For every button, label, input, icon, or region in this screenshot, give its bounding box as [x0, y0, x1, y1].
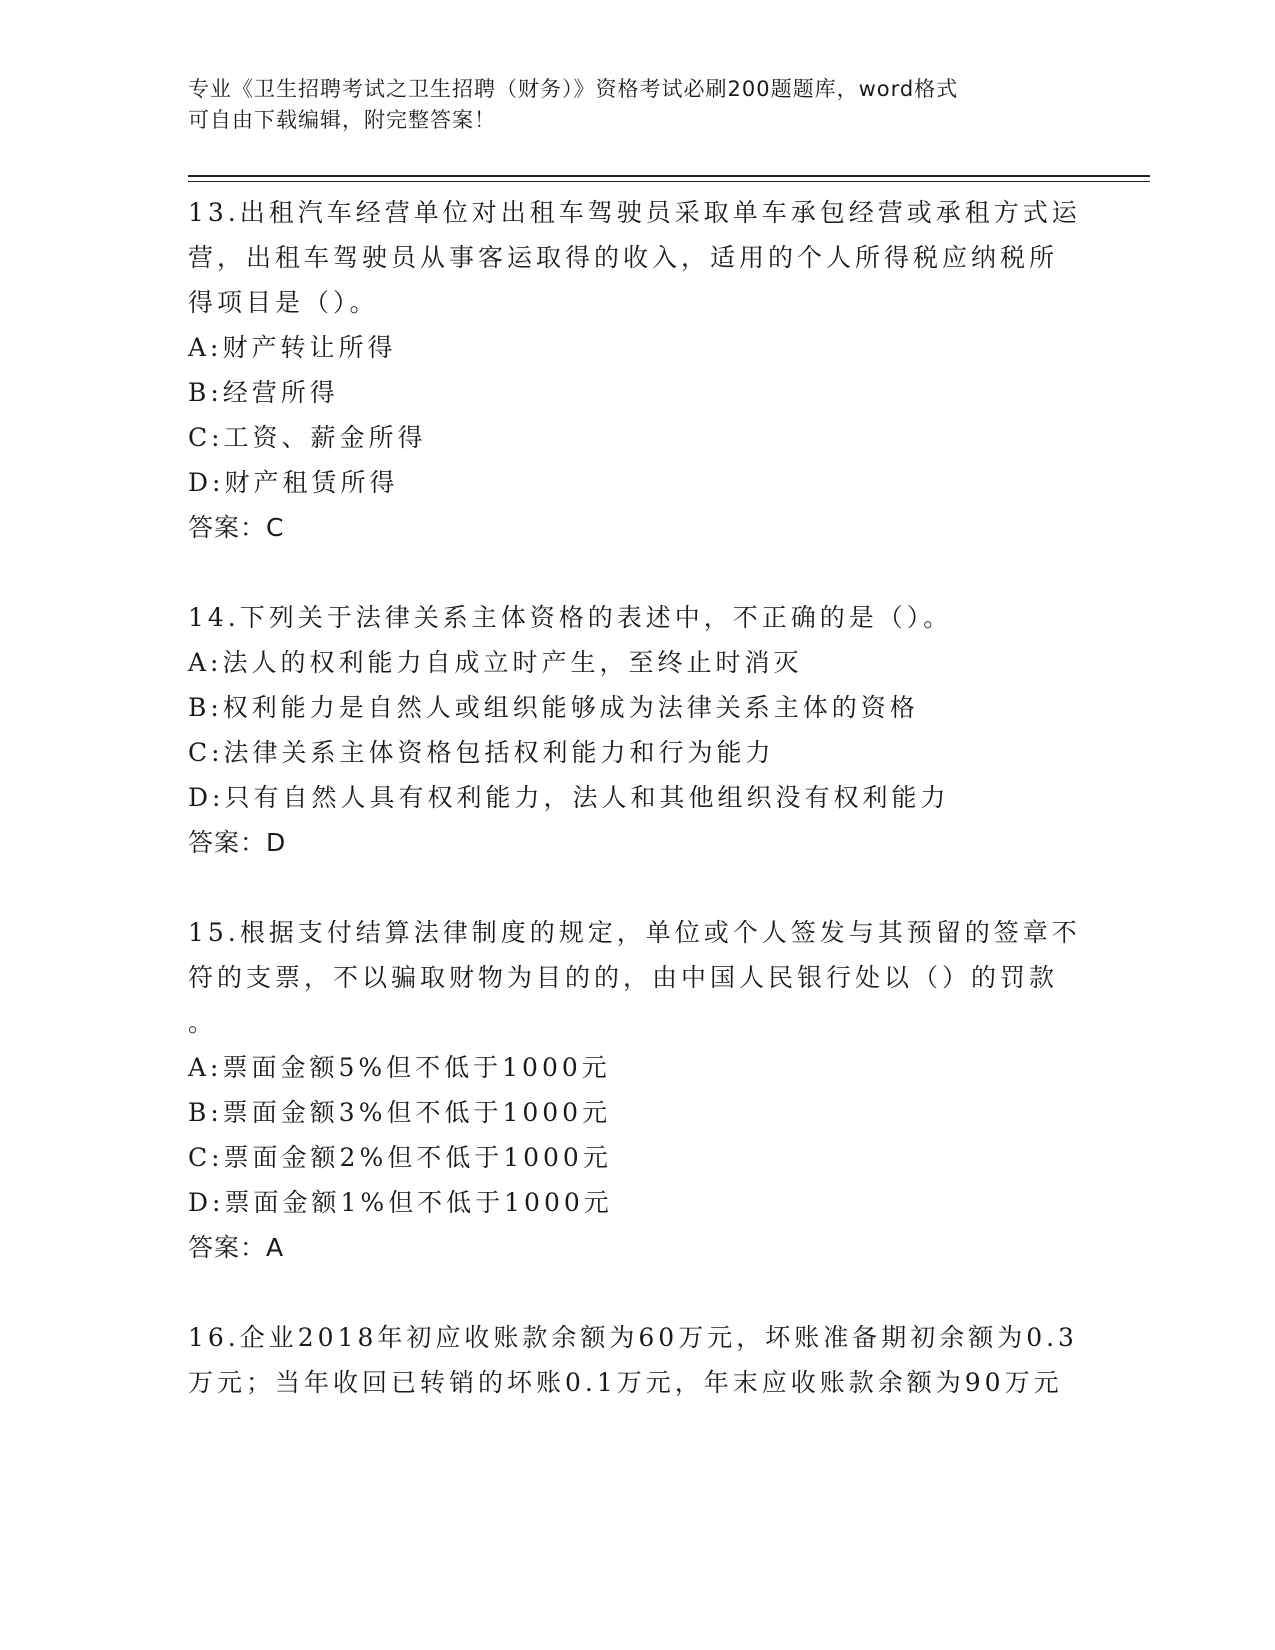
stem-line: 14.下列关于法律关系主体资格的表述中，不正确的是（）。	[188, 603, 953, 632]
option-b: B:权利能力是自然人或组织能够成为法律关系主体的资格	[188, 693, 919, 722]
answer: 答案：A	[188, 1233, 285, 1262]
stem-line: 15.根据支付结算法律制度的规定，单位或个人签发与其预留的签章不	[188, 918, 1081, 947]
question-13	[188, 190, 1088, 550]
header-line-1: 专业《卫生招聘考试之卫生招聘（财务）》资格考试必刷200题题库，word格式	[188, 77, 959, 101]
option-b: B:经营所得	[188, 378, 339, 407]
question-spacer	[188, 865, 1088, 910]
question-16	[188, 1315, 1088, 1405]
stem-line: 得项目是（）。	[188, 288, 379, 317]
question-spacer	[188, 1270, 1088, 1315]
header-rule-thin	[188, 181, 1150, 182]
answer: 答案：C	[188, 513, 285, 542]
option-c: C:票面金额2%但不低于1000元	[188, 1143, 612, 1172]
question-15	[188, 910, 1088, 1270]
option-a: A:财产转让所得	[188, 333, 397, 362]
header-rule-thick	[188, 175, 1150, 177]
stem-line: 营，出租车驾驶员从事客运取得的收入，适用的个人所得税应纳税所	[188, 243, 1059, 272]
option-a: A:票面金额5%但不低于1000元	[188, 1053, 611, 1082]
option-d: D:财产租赁所得	[188, 468, 399, 497]
option-c: C:工资、薪金所得	[188, 423, 427, 452]
header-line-2: 可自由下载编辑，附完整答案！	[188, 108, 496, 132]
stem-line: 16.企业2018年初应收账款余额为60万元，坏账准备期初余额为0.3	[188, 1323, 1078, 1352]
question-stem	[188, 910, 1088, 1045]
question-stem	[188, 1315, 1088, 1405]
answer: 答案：D	[188, 828, 287, 857]
option-d: D:票面金额1%但不低于1000元	[188, 1188, 613, 1217]
stem-line: 符的支票，不以骗取财物为目的的，由中国人民银行处以（）的罚款	[188, 963, 1059, 992]
question-14	[188, 595, 1088, 865]
option-d: D:只有自然人具有权利能力，法人和其他组织没有权利能力	[188, 783, 950, 812]
question-stem	[188, 190, 1088, 325]
stem-line: 万元；当年收回已转销的坏账0.1万元，年末应收账款余额为90万元	[188, 1368, 1063, 1397]
question-list	[188, 190, 1088, 1405]
question-spacer	[188, 550, 1088, 595]
document-header	[188, 74, 1088, 136]
question-stem	[188, 595, 1088, 640]
option-c: C:法律关系主体资格包括权利能力和行为能力	[188, 738, 775, 767]
stem-line: 。	[188, 1008, 218, 1037]
option-a: A:法人的权利能力自成立时产生，至终止时消灭	[188, 648, 803, 677]
stem-line: 13.出租汽车经营单位对出租车驾驶员采取单车承包经营或承租方式运	[188, 198, 1081, 227]
option-b: B:票面金额3%但不低于1000元	[188, 1098, 612, 1127]
